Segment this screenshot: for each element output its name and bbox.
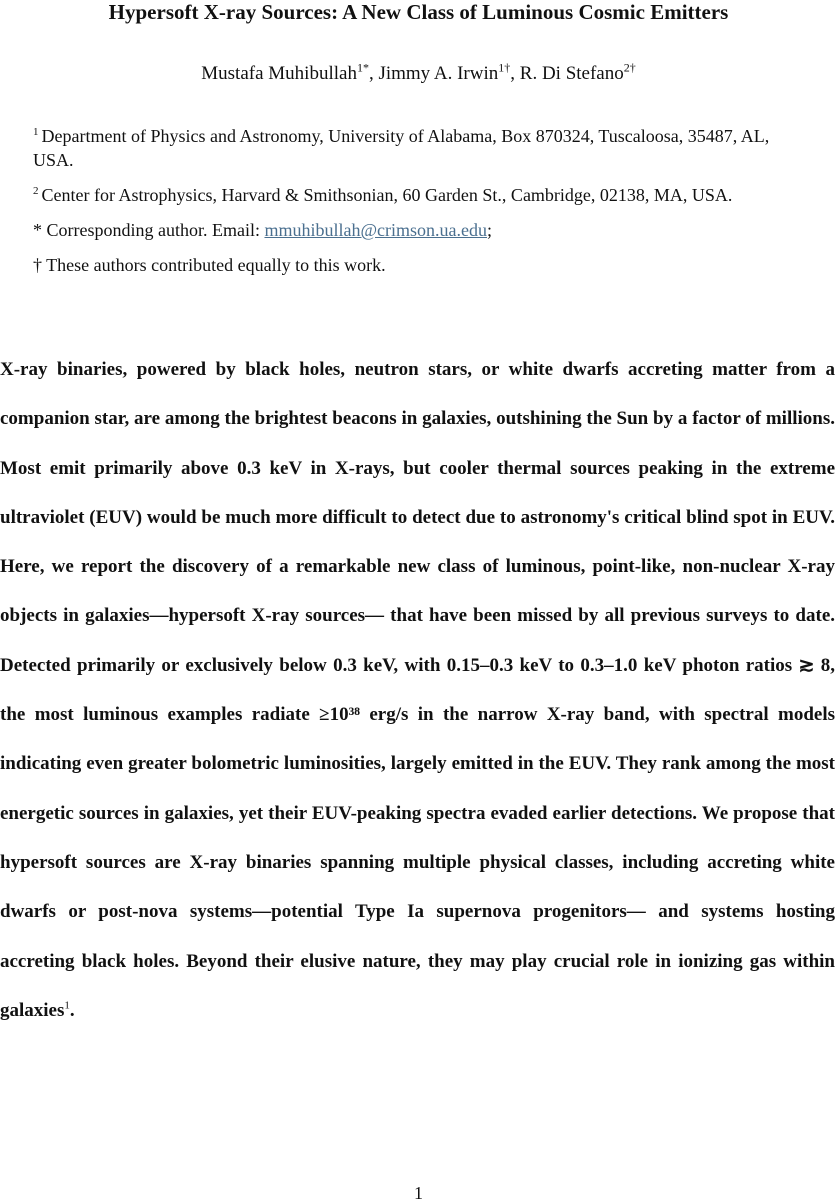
equal-contribution-note: † These authors contributed equally to this work. [33, 255, 386, 275]
affiliation-text: Center for Astrophysics, Harvard & Smithsonian, 60 Garden St., Cambridge, 02138, MA, USA. [41, 185, 733, 205]
abstract [0, 345, 835, 1035]
author-separator: , [510, 63, 520, 84]
author-name: Jimmy A. Irwin [378, 63, 499, 84]
page-number: 1 [414, 1183, 423, 1203]
abstract-text: X-ray binaries, powered by black holes, neutron stars, or white dwarfs accreting matter from a companion star, are among the brightest beacons in galaxies, outshining the Sun by a factor of millions. Most emit primarily above 0.3 keV in X-rays, but cooler thermal sources peaking in the extreme ultraviolet (EUV) would be much more difficult to detect due to astronomy's critical blind spot in EUV. Here, we report the discovery of a remarkable new class of luminous, point-like, non-nuclear X-ray objects in galaxies—hypersoft X-ray sources— that have been missed by all previous surveys to date. Detected primarily or exclusively below 0.3 keV, with 0.15–0.3 keV to 0.3–1.0 keV photon ratios ≳ 8, the most luminous examples radiate ≥10³⁸ erg/s in the narrow X-ray band, with spectral models indicating even greater bolometric luminosities, largely emitted in the EUV. They rank among the most energetic sources in galaxies, yet their EUV-peaking spectra evaded earlier detections. We propose that hypersoft sources are X-ray binaries spanning multiple physical classes, including accreting white dwarfs or post-nova systems—potential Type Ia supernova progenitors— and systems hosting accreting black holes. Beyond their elusive nature, they may play crucial role in ionizing gas within galaxies [0, 359, 835, 1021]
author-list [0, 62, 837, 86]
author-name: Mustafa Muhibullah [201, 63, 357, 84]
abstract-end: . [69, 999, 75, 1021]
affiliation-text: Department of Physics and Astronomy, University of Alabama, Box 870324, Tuscaloosa, 35487, AL, USA. [33, 126, 770, 170]
corresponding-email-link[interactable]: mmuhibullah@crimson.ua.edu [264, 220, 488, 240]
author-name: R. Di Stefano [519, 63, 624, 84]
author-separator: , [368, 63, 379, 84]
author-affiliation-marks: 1† [498, 60, 511, 75]
author-affiliation-marks: 2† [623, 60, 636, 75]
affiliation-number: 1 [33, 126, 39, 138]
corresponding-prefix: * Corresponding author. Email: [33, 220, 265, 240]
corresponding-suffix: ; [487, 220, 493, 240]
affiliations-block [33, 124, 813, 288]
abstract-reference-mark: 1 [64, 999, 70, 1012]
paper-title: Hypersoft X-ray Sources: A New Class of Luminous Cosmic Emitters [108, 0, 729, 24]
affiliation-2 [33, 183, 813, 207]
affiliation-number: 2 [33, 185, 39, 197]
affiliation-1 [33, 124, 813, 172]
author-affiliation-marks: 1* [356, 60, 369, 75]
corresponding-author [33, 218, 813, 242]
